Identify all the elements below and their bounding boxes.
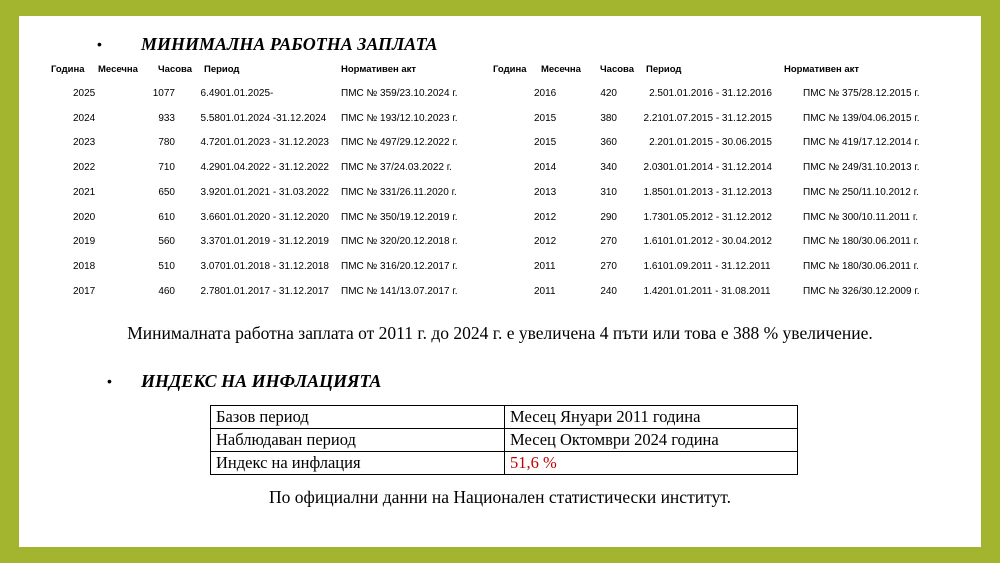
cell-period: 01.01.2023 - 31.12.2023	[220, 137, 329, 149]
cell-act: ПМС № 326/30.12.2009 г.	[803, 285, 920, 297]
cell-year: 2012	[534, 236, 557, 248]
cell-act: ПМС № 249/31.10.2013 г.	[803, 162, 920, 174]
row-value: Месец Януари 2011 година	[505, 406, 798, 429]
cell-period: 01.01.2021 - 31.03.2022	[220, 186, 329, 198]
cell-hourly: 3.66	[200, 211, 220, 223]
col-header-monthly: Месечна	[541, 64, 581, 75]
cell-year: 2016	[534, 88, 557, 99]
cell-monthly: 610	[158, 211, 175, 223]
cell-year: 2013	[534, 186, 557, 198]
cell-monthly: 560	[158, 236, 175, 248]
cell-period: 01.01.2013 - 31.12.2013	[663, 186, 772, 198]
table-row	[211, 452, 798, 475]
table-row	[211, 429, 798, 452]
cell-year: 2014	[534, 162, 557, 174]
cell-act: ПМС № 497/29.12.2022 г.	[341, 137, 458, 149]
cell-period: 01.01.2011 - 31.08.2011	[663, 285, 771, 297]
cell-period: 01.05.2012 - 31.12.2012	[663, 211, 772, 223]
col-header-hourly: Часова	[158, 64, 193, 75]
cell-monthly: 710	[158, 162, 175, 174]
cell-period: 01.01.2016 - 31.12.2016	[663, 88, 772, 99]
col-header-act: Нормативен акт	[784, 64, 860, 75]
cell-hourly: 3.92	[200, 186, 220, 198]
col-header-year: Година	[493, 64, 527, 75]
cell-act: ПМС № 331/26.11.2020 г.	[341, 186, 457, 198]
cell-monthly: 240	[600, 285, 617, 297]
cell-act: ПМС № 316/20.12.2017 г.	[341, 260, 458, 272]
summary-text: Минималната работна заплата от 2011 г. до 2024 г. е увеличена 4 пъти или това е 388 % увеличение.	[127, 323, 873, 343]
cell-hourly: 5.58	[200, 112, 220, 124]
cell-period: 01.01.2024 -31.12.2024	[220, 112, 327, 124]
cell-hourly: 3.37	[200, 236, 220, 248]
cell-monthly: 380	[600, 112, 617, 124]
cell-act: ПМС № 359/23.10.2024 г.	[341, 88, 458, 99]
col-header-monthly: Месечна	[98, 64, 138, 75]
cell-monthly: 933	[158, 112, 175, 124]
cell-monthly: 310	[600, 186, 617, 198]
table-row	[211, 406, 798, 429]
cell-monthly: 420	[600, 88, 617, 99]
cell-monthly: 1077	[152, 88, 175, 99]
bullet: •	[107, 373, 112, 389]
cell-hourly: 2.5	[649, 88, 663, 99]
cell-period: 01.01.2017 - 31.12.2017	[220, 285, 329, 297]
cell-act: ПМС № 419/17.12.2014 г.	[803, 137, 920, 149]
cell-monthly: 270	[600, 236, 617, 248]
cell-period: 01.01.2015 - 30.06.2015	[663, 137, 772, 149]
cell-hourly: 2.03	[643, 162, 663, 174]
cell-monthly: 340	[600, 162, 617, 174]
cell-year: 2012	[534, 211, 557, 223]
cell-hourly: 4.29	[200, 162, 220, 174]
cell-year: 2019	[73, 236, 96, 248]
row-label: Индекс на инфлация	[211, 452, 505, 475]
cell-act: ПМС № 139/04.06.2015 г.	[803, 112, 920, 124]
cell-monthly: 460	[158, 285, 175, 297]
cell-hourly: 2.78	[200, 285, 220, 297]
inflation-index-value: 51,6 %	[505, 452, 798, 475]
col-header-period: Период	[204, 64, 240, 75]
cell-act: ПМС № 37/24.03.2022 г.	[341, 162, 452, 174]
cell-act: ПМС № 320/20.12.2018 г.	[341, 236, 458, 248]
cell-period: 01.01.2012 - 30.04.2012	[663, 236, 772, 248]
cell-act: ПМС № 375/28.12.2015 г.	[803, 88, 920, 99]
cell-hourly: 2.2	[649, 137, 663, 149]
cell-hourly: 1.73	[643, 211, 663, 223]
bullet: •	[97, 36, 102, 52]
cell-year: 2020	[73, 211, 96, 223]
cell-act: ПМС № 180/30.06.2011 г.	[803, 260, 919, 272]
cell-year: 2011	[534, 285, 556, 297]
cell-year: 2023	[73, 137, 96, 149]
col-header-year: Година	[51, 64, 85, 75]
section-title-inflation-index: ИНДЕКС НА ИНФЛАЦИЯТА	[141, 371, 382, 391]
cell-act: ПМС № 141/13.07.2017 г.	[341, 285, 458, 297]
cell-monthly: 510	[158, 260, 175, 272]
row-label: Базов период	[211, 406, 505, 429]
cell-monthly: 780	[158, 137, 175, 149]
cell-period: 01.09.2011 - 31.12.2011	[663, 260, 771, 272]
cell-act: ПМС № 300/10.11.2011 г.	[803, 211, 919, 223]
cell-hourly: 3.07	[200, 260, 220, 272]
cell-year: 2018	[73, 260, 96, 272]
section-title-minimum-wage: МИНИМАЛНА РАБОТНА ЗАПЛАТА	[141, 34, 438, 54]
cell-year: 2015	[534, 137, 557, 149]
row-label: Наблюдаван период	[211, 429, 505, 452]
cell-hourly: 6.49	[200, 88, 220, 99]
col-header-act: Нормативен акт	[341, 64, 417, 75]
col-header-period: Период	[646, 64, 682, 75]
cell-hourly: 1.61	[643, 260, 663, 272]
slide	[19, 16, 981, 547]
cell-period: 01.01.2025-	[220, 88, 274, 99]
cell-act: ПМС № 180/30.06.2011 г.	[803, 236, 919, 248]
cell-monthly: 290	[600, 211, 617, 223]
cell-hourly: 1.42	[643, 285, 663, 297]
cell-period: 01.01.2020 - 31.12.2020	[220, 211, 329, 223]
cell-act: ПМС № 250/11.10.2012 г.	[803, 186, 919, 198]
cell-period: 01.01.2018 - 31.12.2018	[220, 260, 329, 272]
cell-year: 2021	[73, 186, 96, 198]
cell-hourly: 1.85	[643, 186, 663, 198]
cell-monthly: 650	[158, 186, 175, 198]
cell-year: 2024	[73, 112, 96, 124]
cell-period: 01.07.2015 - 31.12.2015	[663, 112, 772, 124]
cell-year: 2025	[73, 88, 96, 99]
source-note: По официални данни на Национален статистически институт.	[269, 487, 731, 507]
cell-monthly: 270	[600, 260, 617, 272]
cell-hourly: 4.72	[200, 137, 220, 149]
cell-year: 2015	[534, 112, 557, 124]
cell-period: 01.01.2019 - 31.12.2019	[220, 236, 329, 248]
col-header-hourly: Часова	[600, 64, 635, 75]
inflation-table	[210, 405, 798, 475]
cell-period: 01.04.2022 - 31.12.2022	[220, 162, 329, 174]
cell-year: 2022	[73, 162, 96, 174]
row-value: Месец Октомври 2024 година	[505, 429, 798, 452]
cell-period: 01.01.2014 - 31.12.2014	[663, 162, 772, 174]
cell-monthly: 360	[600, 137, 617, 149]
cell-hourly: 1.61	[643, 236, 663, 248]
cell-hourly: 2.21	[643, 112, 663, 124]
cell-year: 2017	[73, 285, 96, 297]
cell-year: 2011	[534, 260, 556, 272]
cell-act: ПМС № 193/12.10.2023 г.	[341, 112, 458, 124]
cell-act: ПМС № 350/19.12.2019 г.	[341, 211, 458, 223]
